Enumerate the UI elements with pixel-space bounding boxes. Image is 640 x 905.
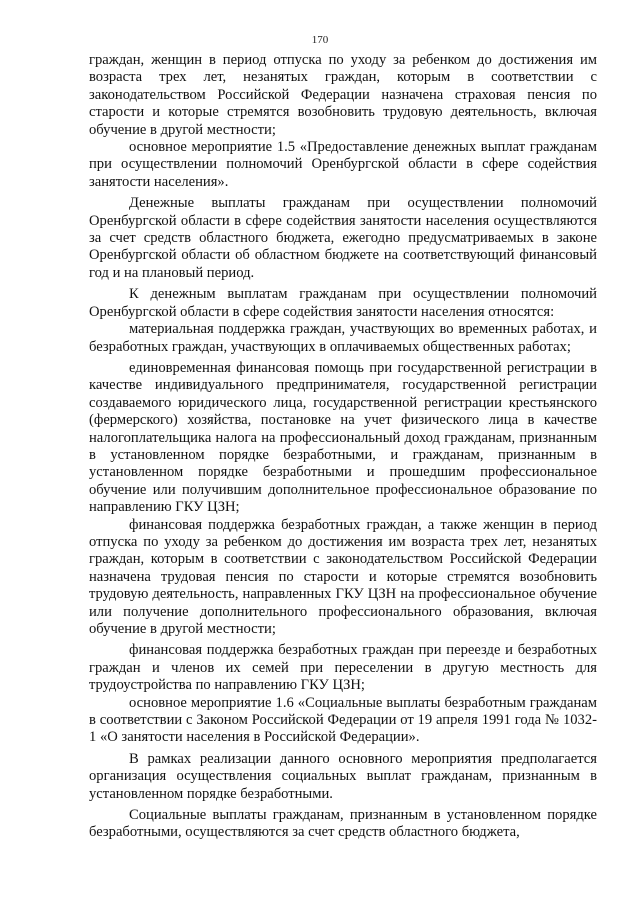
paragraph: Денежные выплаты гражданам при осуществлении полномочий Оренбургской области в сфере содействия занятости населения осуществляются за счет средств областного бюджета, ежегодно предусматриваемых в законе Оренбургской области об областном бюджете на соответствующий финансовый год и на плановый период.: [89, 195, 597, 281]
page-number: 170: [311, 34, 329, 46]
paragraph: материальная поддержка граждан, участвующих во временных работах, и безработных граждан, участвующих в оплачиваемых общественных работах;: [89, 321, 597, 355]
paragraph: основное мероприятие 1.6 «Социальные выплаты безработным гражданам в соответствии с Законом Российской Федерации от 19 апреля 1991 года № 1032-1 «О занятости населения в Российской Федерации».: [89, 694, 597, 746]
paragraph: Социальные выплаты гражданам, признанным в установленном порядке безработными, осуществляются за счет средств областного бюджета,: [89, 807, 597, 841]
paragraph: финансовая поддержка безработных граждан при переезде и безработных граждан и членов их семей при переселении в другую местность для трудоустройства по направлению ГКУ ЦЗН;: [89, 642, 597, 694]
paragraph: граждан, женщин в период отпуска по уходу за ребенком до достижения им возраста трех лет, незанятых граждан, которым в соответствии с законодательством Российской Федерации назначена страховая пенсия по старости и которые стремятся возобновить трудовую деятельность, включая обучение в другой местности;: [89, 52, 597, 138]
paragraph: основное мероприятие 1.5 «Предоставление денежных выплат гражданам при осуществлении полномочий Оренбургской области в сфере содействия занятости населения».: [89, 139, 597, 190]
paragraph: финансовая поддержка безработных граждан, а также женщин в период отпуска по уходу за ребенком до достижения им возраста трех лет, незанятых граждан, которым в соответствии с законодательством Российской Федерации назначена трудовая пенсия по старости и которые стремятся возобновить трудовую деятельность, направленных ГКУ ЦЗН на профессиональное обучение или получение дополнительного профессионального образования, включая обучение в другой местности;: [89, 516, 597, 637]
paragraph: К денежным выплатам гражданам при осуществлении полномочий Оренбургской области в сфере содействия занятости населения относятся:: [89, 286, 597, 320]
paragraph: единовременная финансовая помощь при государственной регистрации в качестве индивидуального предпринимателя, государственной регистрации создаваемого юридического лица, государственной регистрации крестьянского (фермерского) хозяйства, постановке на учет физического лица в качестве налогоплательщика налога на профессиональный доход гражданам, признанным в установленном порядке безработными, и гражданам, признанным в установленном порядке безработными и прошедшим профессиональное обучение или получившим дополнительное профессиональное образование по направлению ГКУ ЦЗН;: [89, 359, 597, 516]
document-body: [89, 52, 597, 842]
paragraph: В рамках реализации данного основного мероприятия предполагается организация осуществления социальных выплат гражданам, признанным в установленном порядке безработными.: [89, 750, 597, 802]
